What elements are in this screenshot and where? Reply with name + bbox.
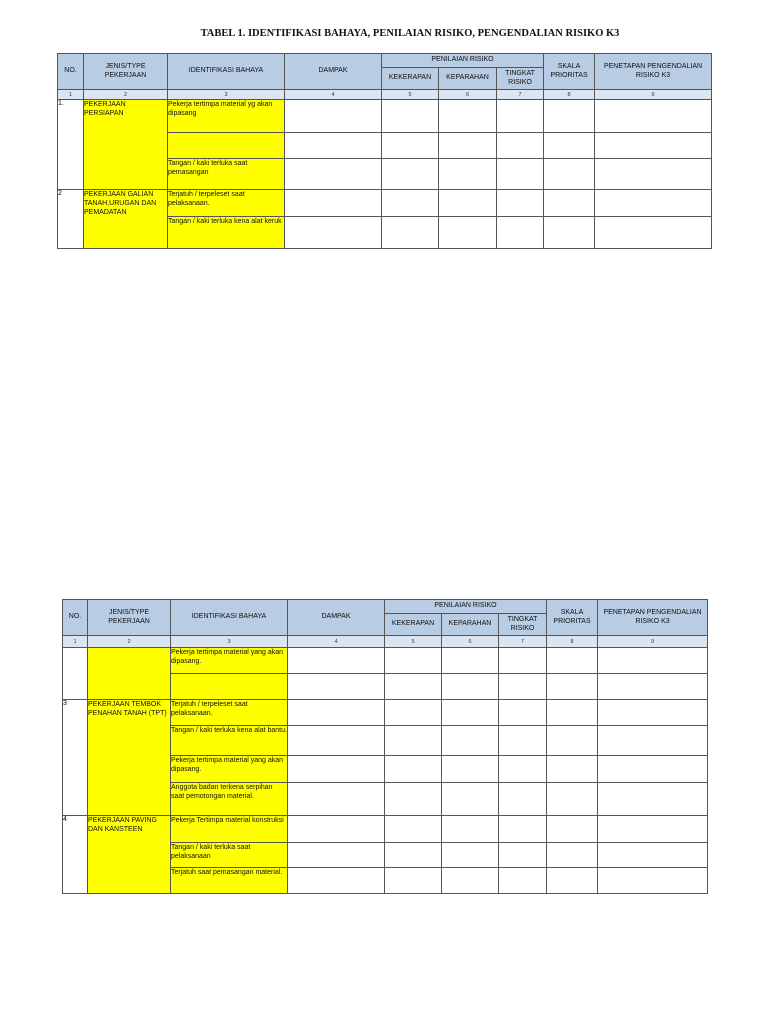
keparahan-cell <box>439 133 497 159</box>
column-number: 6 <box>439 90 497 100</box>
skala-cell <box>547 816 598 843</box>
hazard-cell: Pekerja Tertimpa material konstruksi <box>171 816 288 843</box>
keparahan-cell <box>439 159 497 190</box>
hazard-cell: Tangan / kaki terluka kena alat keruk <box>168 217 285 249</box>
penetapan-cell <box>598 868 708 894</box>
hazard-table-1 <box>57 53 712 249</box>
header-keparahan: KEPARAHAN <box>439 68 497 90</box>
table-row <box>58 190 712 217</box>
kekerapan-cell <box>385 756 442 783</box>
dampak-cell <box>285 217 382 249</box>
dampak-cell <box>288 648 385 674</box>
hazard-cell: Tangan / kaki terluka kena alat bantu. <box>171 726 288 756</box>
header-keparahan: KEPARAHAN <box>442 614 499 636</box>
hazard-cell: Tangan / kaki terluka saat pemasangan <box>168 159 285 190</box>
kekerapan-cell <box>385 868 442 894</box>
column-number: 1 <box>58 90 84 100</box>
header-no: NO. <box>63 600 88 636</box>
dampak-cell <box>285 133 382 159</box>
column-number: 3 <box>171 636 288 648</box>
header-tingkat: TINGKAT RISIKO <box>497 68 544 90</box>
header-kekerapan: KEKERAPAN <box>385 614 442 636</box>
table-row <box>63 700 708 726</box>
penetapan-cell <box>598 726 708 756</box>
tingkat-cell <box>499 843 547 868</box>
kekerapan-cell <box>382 133 439 159</box>
keparahan-cell <box>442 674 499 700</box>
tingkat-cell <box>499 783 547 816</box>
column-number: 2 <box>84 90 168 100</box>
hazard-cell: Pekerja tertimpa material yang akan dipasang. <box>171 648 288 674</box>
skala-cell <box>547 726 598 756</box>
kekerapan-cell <box>382 217 439 249</box>
column-number: 4 <box>288 636 385 648</box>
skala-cell <box>547 783 598 816</box>
row-number: 4 <box>63 816 88 894</box>
keparahan-cell <box>439 190 497 217</box>
kekerapan-cell <box>385 783 442 816</box>
skala-cell <box>547 674 598 700</box>
work-type: PEKERJAAN PERSIAPAN <box>84 100 168 190</box>
keparahan-cell <box>439 100 497 133</box>
penetapan-cell <box>598 674 708 700</box>
tingkat-cell <box>499 726 547 756</box>
skala-cell <box>547 756 598 783</box>
dampak-cell <box>288 816 385 843</box>
column-number: 1 <box>63 636 88 648</box>
column-number: 8 <box>547 636 598 648</box>
column-number: 4 <box>285 90 382 100</box>
header-skala: SKALA PRIORITAS <box>544 54 595 90</box>
header-kekerapan: KEKERAPAN <box>382 68 439 90</box>
dampak-cell <box>288 783 385 816</box>
keparahan-cell <box>442 843 499 868</box>
penetapan-cell <box>598 756 708 783</box>
column-number-row <box>63 636 708 648</box>
skala-cell <box>547 700 598 726</box>
hazard-cell: Tangan / kaki terluka saat pelaksanaan <box>171 843 288 868</box>
keparahan-cell <box>442 868 499 894</box>
keparahan-cell <box>442 726 499 756</box>
penetapan-cell <box>595 133 712 159</box>
kekerapan-cell <box>385 700 442 726</box>
column-number: 3 <box>168 90 285 100</box>
kekerapan-cell <box>382 190 439 217</box>
header-identifikasi: IDENTIFIKASI BAHAYA <box>171 600 288 636</box>
tingkat-cell <box>497 133 544 159</box>
penetapan-cell <box>598 843 708 868</box>
column-number: 7 <box>497 90 544 100</box>
tingkat-cell <box>499 756 547 783</box>
skala-cell <box>544 100 595 133</box>
column-number: 5 <box>382 90 439 100</box>
hazard-table-2 <box>62 599 708 894</box>
hazard-cell: Pekerja tertimpa material yg akan dipasang <box>168 100 285 133</box>
tingkat-cell <box>499 868 547 894</box>
skala-cell <box>544 190 595 217</box>
dampak-cell <box>288 843 385 868</box>
skala-cell <box>544 159 595 190</box>
dampak-cell <box>288 868 385 894</box>
column-number: 5 <box>385 636 442 648</box>
row-number <box>63 648 88 700</box>
hazard-cell: Pekerja tertimpa material yang akan dipasang. <box>171 756 288 783</box>
header-penilaian: PENILAIAN RISIKO <box>385 600 547 614</box>
dampak-cell <box>285 100 382 133</box>
tingkat-cell <box>497 217 544 249</box>
kekerapan-cell <box>385 674 442 700</box>
hazard-cell <box>171 674 288 700</box>
header-penetapan: PENETAPAN PENGENDALIAN RISIKO K3 <box>598 600 708 636</box>
tingkat-cell <box>499 816 547 843</box>
skala-cell <box>547 843 598 868</box>
dampak-cell <box>285 190 382 217</box>
kekerapan-cell <box>385 816 442 843</box>
work-type: PEKERJAAN GALIAN TANAH,URUGAN DAN PEMADATAN <box>84 190 168 249</box>
keparahan-cell <box>442 648 499 674</box>
header-identifikasi: IDENTIFIKASI BAHAYA <box>168 54 285 90</box>
work-type <box>88 648 171 700</box>
hazard-cell <box>168 133 285 159</box>
table-row <box>63 648 708 674</box>
header-jenis: JENIS/TYPE PEKERJAAN <box>84 54 168 90</box>
hazard-cell: Terjatuh / terpeleset saat pelaksanaan. <box>171 700 288 726</box>
kekerapan-cell <box>382 159 439 190</box>
header-skala: SKALA PRIORITAS <box>547 600 598 636</box>
penetapan-cell <box>598 783 708 816</box>
dampak-cell <box>288 700 385 726</box>
penetapan-cell <box>598 700 708 726</box>
column-number: 6 <box>442 636 499 648</box>
hazard-cell: Anggota badan terkena serpihan saat pemotongan material. <box>171 783 288 816</box>
hazard-cell: Terjatuh saat pemasangan material. <box>171 868 288 894</box>
header-dampak: DAMPAK <box>288 600 385 636</box>
tingkat-cell <box>497 159 544 190</box>
keparahan-cell <box>439 217 497 249</box>
column-number: 8 <box>544 90 595 100</box>
penetapan-cell <box>598 648 708 674</box>
header-no: NO. <box>58 54 84 90</box>
tingkat-cell <box>499 648 547 674</box>
document-title: TABEL 1. IDENTIFIKASI BAHAYA, PENILAIAN RISIKO, PENGENDALIAN RISIKO K3 <box>200 28 620 39</box>
header-penilaian: PENILAIAN RISIKO <box>382 54 544 68</box>
penetapan-cell <box>598 816 708 843</box>
column-number-row <box>58 90 712 100</box>
penetapan-cell <box>595 217 712 249</box>
penetapan-cell <box>595 100 712 133</box>
skala-cell <box>544 133 595 159</box>
kekerapan-cell <box>385 843 442 868</box>
header-jenis: JENIS/TYPE PEKERJAAN <box>88 600 171 636</box>
column-number: 9 <box>595 90 712 100</box>
hazard-cell: Terjatuh / terpeleset saat pelaksanaan. <box>168 190 285 217</box>
work-type: PEKERJAAN PAVING DAN KANSTEEN <box>88 816 171 894</box>
table-row <box>63 816 708 843</box>
dampak-cell <box>288 756 385 783</box>
column-number: 7 <box>499 636 547 648</box>
skala-cell <box>547 868 598 894</box>
column-number: 9 <box>598 636 708 648</box>
row-number: 1. <box>58 100 84 190</box>
dampak-cell <box>288 726 385 756</box>
skala-cell <box>544 217 595 249</box>
dampak-cell <box>288 674 385 700</box>
kekerapan-cell <box>385 726 442 756</box>
column-number: 2 <box>88 636 171 648</box>
row-number: 3 <box>63 700 88 816</box>
penetapan-cell <box>595 159 712 190</box>
keparahan-cell <box>442 783 499 816</box>
skala-cell <box>547 648 598 674</box>
kekerapan-cell <box>385 648 442 674</box>
table-row <box>58 100 712 133</box>
dampak-cell <box>285 159 382 190</box>
penetapan-cell <box>595 190 712 217</box>
tingkat-cell <box>497 100 544 133</box>
kekerapan-cell <box>382 100 439 133</box>
header-penetapan: PENETAPAN PENGENDALIAN RISIKO K3 <box>595 54 712 90</box>
tingkat-cell <box>497 190 544 217</box>
keparahan-cell <box>442 756 499 783</box>
keparahan-cell <box>442 816 499 843</box>
keparahan-cell <box>442 700 499 726</box>
tingkat-cell <box>499 700 547 726</box>
row-number: 2 <box>58 190 84 249</box>
tingkat-cell <box>499 674 547 700</box>
header-tingkat: TINGKAT RISIKO <box>499 614 547 636</box>
header-dampak: DAMPAK <box>285 54 382 90</box>
work-type: PEKERJAAN TEMBOK PENAHAN TANAH (TPT) <box>88 700 171 816</box>
